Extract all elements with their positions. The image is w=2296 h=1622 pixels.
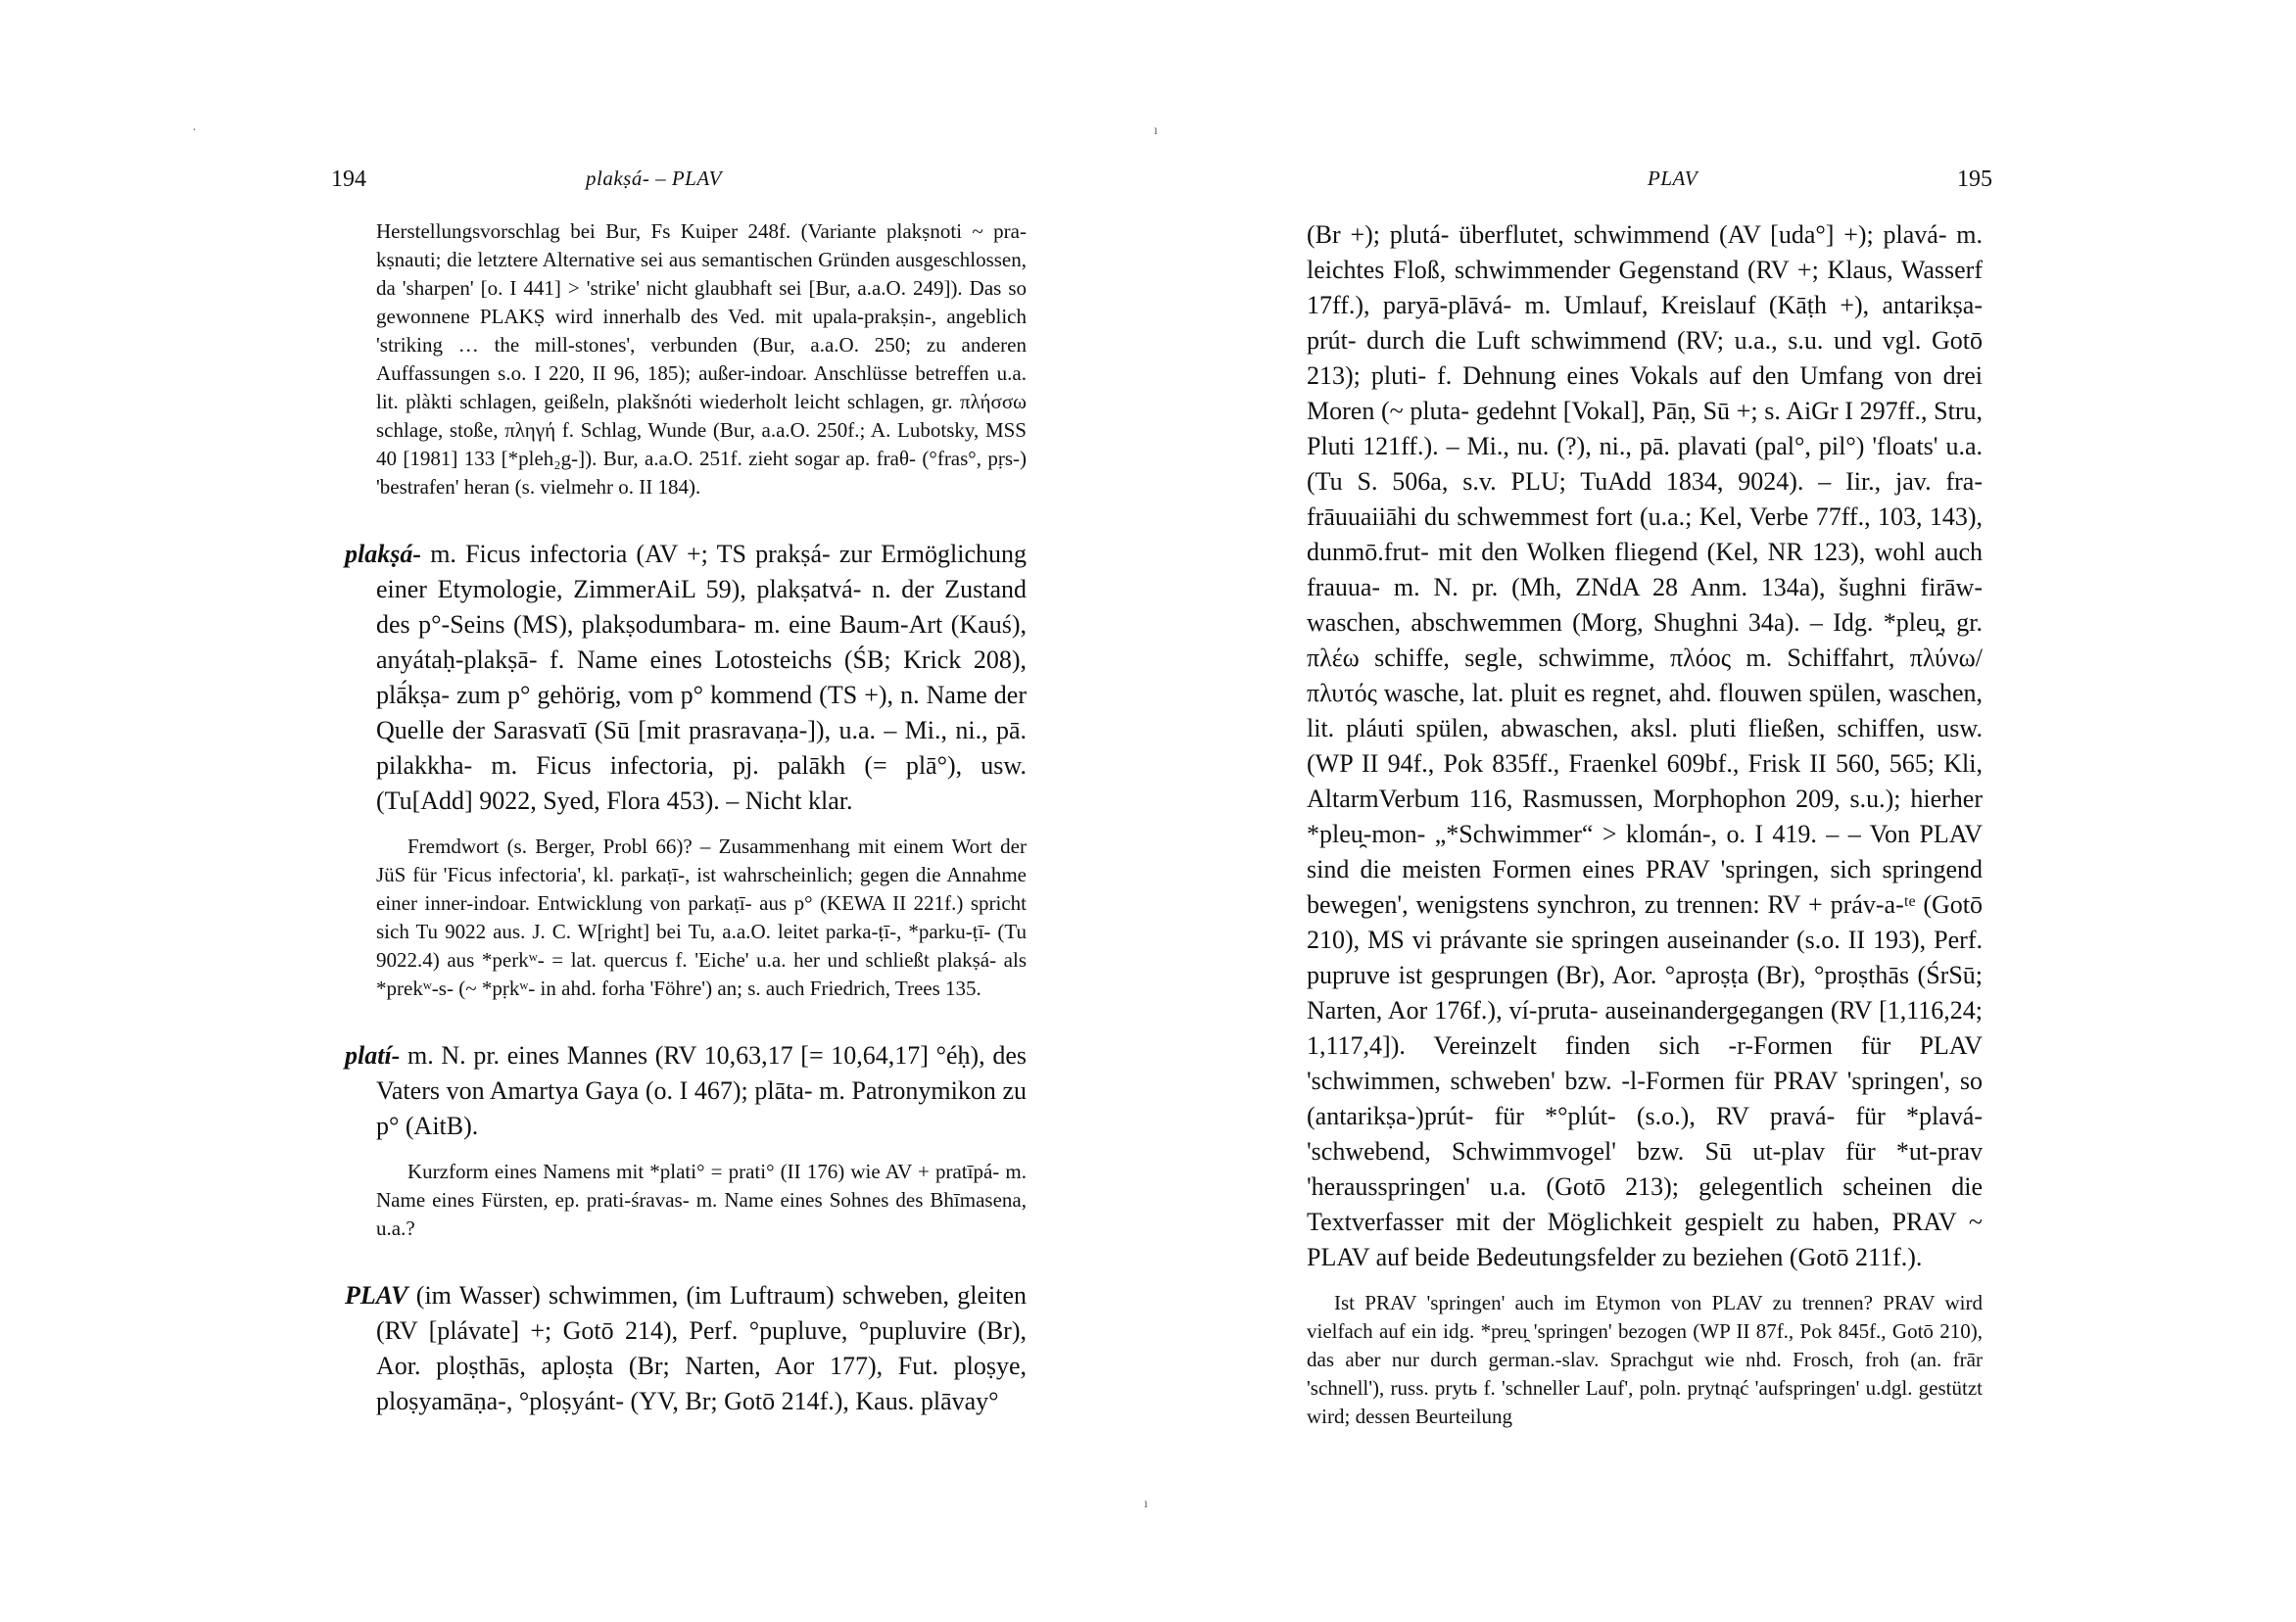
lemma-plaksa: plakṣá- [345, 540, 421, 568]
entry-plaksa-text [345, 537, 1027, 819]
entry-plati [345, 1038, 1027, 1243]
continuation-note: Herstellungsvorschlag bei Bur, Fs Kuiper 248f. (Variante plakṣnoti ~ pra-kṣnauti; die letztere Alternative sei aus semantischen Gründen ausgeschlossen, da 'sharpen' [o. I 441] > 'strike' nicht glaubhaft sei [Bur, a.a.O. 249]). Das so gewonnene PLAKṢ wird innerhalb des Ved. mit upala-prakṣin-, angeblich 'striking … the mill-stones', verbunden (Bur, a.a.O. 250; zu anderen Auffassungen s.o. I 220, II 96, 185); außer-indoar. Anschlüsse betreffen u.a. lit. plàkti schlagen, geißeln, plakšnóti wiederholt leicht schlagen, gr. πλήσσω schlage, stoße, πληγή f. Schlag, Wunde (Bur, a.a.O. 250f.; A. Lubotsky, MSS 40 [1981] 133 [*pleh₂g-]). Bur, a.a.O. 251f. zieht sogar ap. fraθ- (°fras°, pṛs-) 'bestrafen' heran (s. vielmehr o. II 184). [376, 219, 1027, 499]
entry-plaksa-body: m. Ficus infectoria (AV +; TS prakṣá- zur Ermöglichung einer Etymologie, ZimmerAiL 59), plakṣatvá- n. der Zustand des p°-Seins (MS), plakṣodumbara- m. eine Baum-Art (Kauś), anyátaḥ-plakṣā- f. Name eines Lotosteichs (ŚB; Krick 208), plā́kṣa- zum p° gehörig, vom p° kommend (TS +), n. Name der Quelle der Sarasvatī (Sū [mit prasravaṇa-]), u.a. – Mi., ni., pā. pilakkha- m. Ficus infectoria, pj. palākh (= plā°), usw. (Tu[Add] 9022, Syed, Flora 453). – Nicht klar. [376, 540, 1027, 815]
scan-speck: · [192, 123, 197, 138]
right-column [1307, 217, 1983, 1431]
entry-plaksa [345, 537, 1027, 1003]
scan-speck: ı [1144, 1497, 1148, 1511]
entry-plati-note: Kurzform eines Namens mit *plati° = prati° (II 176) wie AV + pratīpá- m. Name eines Fürsten, ep. prati-śravas- m. Name eines Sohnes des Bhīmasena, u.a.? [376, 1160, 1027, 1240]
lemma-plav: PLAV [345, 1281, 408, 1310]
running-head: plakṣá- – PLAV [586, 167, 722, 190]
entry-plav-continuation: (Br +); plutá- überflutet, schwimmend (AV [uda°] +); plavá- m. leichtes Floß, schwimmender Gegenstand (RV +; Klaus, Wasserf 17ff.), paryā-plāvá- m. Umlauf, Kreislauf (Kāṭh +), antarikṣa-prút- durch die Luft schwimmend (RV; u.a., s.u. und vgl. Gotō 213); pluti- f. Dehnung eines Vokals auf den Umfang von drei Moren (~ pluta- gedehnt [Vokal], Pāṇ, Sū +; s. AiGr I 297ff., Stru, Pluti 121ff.). – Mi., nu. (?), ni., pā. plavati (pal°, pil°) 'floats' u.a. (Tu S. 506a, s.v. PLU; TuAdd 1834, 9024). – Iir., jav. fra-frāuuaiiāhi du schwemmest fort (u.a.; Kel, Verbe 77ff., 103, 143), dunmō.frut- mit den Wolken fliegend (Kel, NR 123), wohl auch frauua- m. N. pr. (Mh, ZNdA 28 Anm. 134a), šughni firāw- waschen, abschwemmen (Morg, Shughni 34a). – Idg. *pleu̯, gr. πλέω schiffe, segle, schwimme, πλόος m. Schiffahrt, πλύνω/πλυτός wasche, lat. pluit es regnet, ahd. flouwen spülen, waschen, lit. pláuti spülen, abwaschen, aksl. pluti fließen, schiffen, usw. (WP II 94f., Pok 835ff., Fraenkel 609bf., Frisk II 560, 565; Kli, AltarmVerbum 116, Rasmussen, Morphophon 209, s.u.); hierher *pleu̯-mon- „*Schwimmer“ > klomán-, o. I 419. – – Von PLAV sind die meisten Formen eines PRAV 'springen, sich springend bewegen', wenigstens synchron, zu trennen: RV + práv-a-ᵗᵉ (Gotō 210), MS vi právante sie springen auseinander (s.o. II 193), Perf. pupruve ist gesprungen (Br), Aor. °aproṣṭa (Br), °proṣthās (ŚrSū; Narten, Aor 176f.), ví-pruta- auseinandergegangen (RV [1,116,24; 1,117,4]). Vereinzelt finden sich -r-Formen für PLAV 'schwimmen, schweben' bzw. -l-Formen für PRAV 'springen', so (antarikṣa-)prút- für *°plút- (s.o.), RV pravá- für *plavá- 'schwebend, Schwimmvogel' bzw. Sū ut-plav für *ut-prav 'herausspringen' u.a. (Gotō 213); gelegentlich scheinen die Textverfasser mit der Möglichkeit gespielt zu haben, PRAV ~ PLAV auf beide Bedeutungsfelder zu beziehen (Gotō 211f.). [1307, 220, 1983, 1271]
running-head: PLAV [1648, 167, 1698, 190]
entry-plati-body: m. N. pr. eines Mannes (RV 10,63,17 [= 10,64,17] °éḥ), des Vaters von Amartya Gaya (o. I 467); plāta- m. Patronymikon zu p° (AitB). [376, 1041, 1027, 1140]
scan-speck: ı [1154, 123, 1158, 138]
page-number: 194 [331, 167, 366, 192]
lemma-plati: platí- [345, 1041, 401, 1070]
entry-plati-text [345, 1038, 1027, 1144]
entry-plaksa-note: Fremdwort (s. Berger, Probl 66)? – Zusammenhang mit einem Wort der JüS für 'Ficus infectoria', kl. parkaṭī-, ist wahrscheinlich; gegen die Annahme einer inner-indoar. Entwicklung von parkaṭī- aus p° (KEWA II 221f.) spricht sich Tu 9022 aus. J. C. W[right] bei Tu, a.a.O. leitet parka-ṭī-, *parku-ṭī- (Tu 9022.4) aus *perkʷ- = lat. quercus f. 'Eiche' u.a. her und schließt plakṣá- als *prekʷ-s- (~ *pṛkʷ- in ahd. forha 'Föhre') an; s. auch Friedrich, Trees 135. [376, 835, 1027, 1000]
entry-plav [345, 1278, 1027, 1419]
right-page [1148, 0, 2296, 1622]
entry-plav-body: (im Wasser) schwimmen, (im Luftraum) schweben, gleiten (RV [plávate] +; Gotō 214), Perf. °pupluve, °pupluvire (Br), Aor. ploṣthās, aploṣta (Br; Narten, Aor 177), Fut. ploṣye, ploṣyamāṇa-, °ploṣyánt- (YV, Br; Gotō 214f.), Kaus. plāvay° [376, 1281, 1027, 1415]
entry-plav-text [345, 1278, 1027, 1419]
entry-plav-note: Ist PRAV 'springen' auch im Etymon von PLAV zu trennen? PRAV wird vielfach auf ein idg. *preu̯ 'springen' bezogen (WP II 87f., Pok 845f., Gotō 210), das aber nur durch german.-slav. Sprachgut wie nhd. Frosch, froh (an. frār 'schnell'), russ. prytь f. 'schneller Lauf', poln. prytnąć 'aufspringen' u.dgl. gestützt wird; dessen Beurteilung [1307, 1291, 1983, 1428]
left-column [345, 217, 1027, 1419]
page-number: 195 [1957, 167, 1992, 192]
